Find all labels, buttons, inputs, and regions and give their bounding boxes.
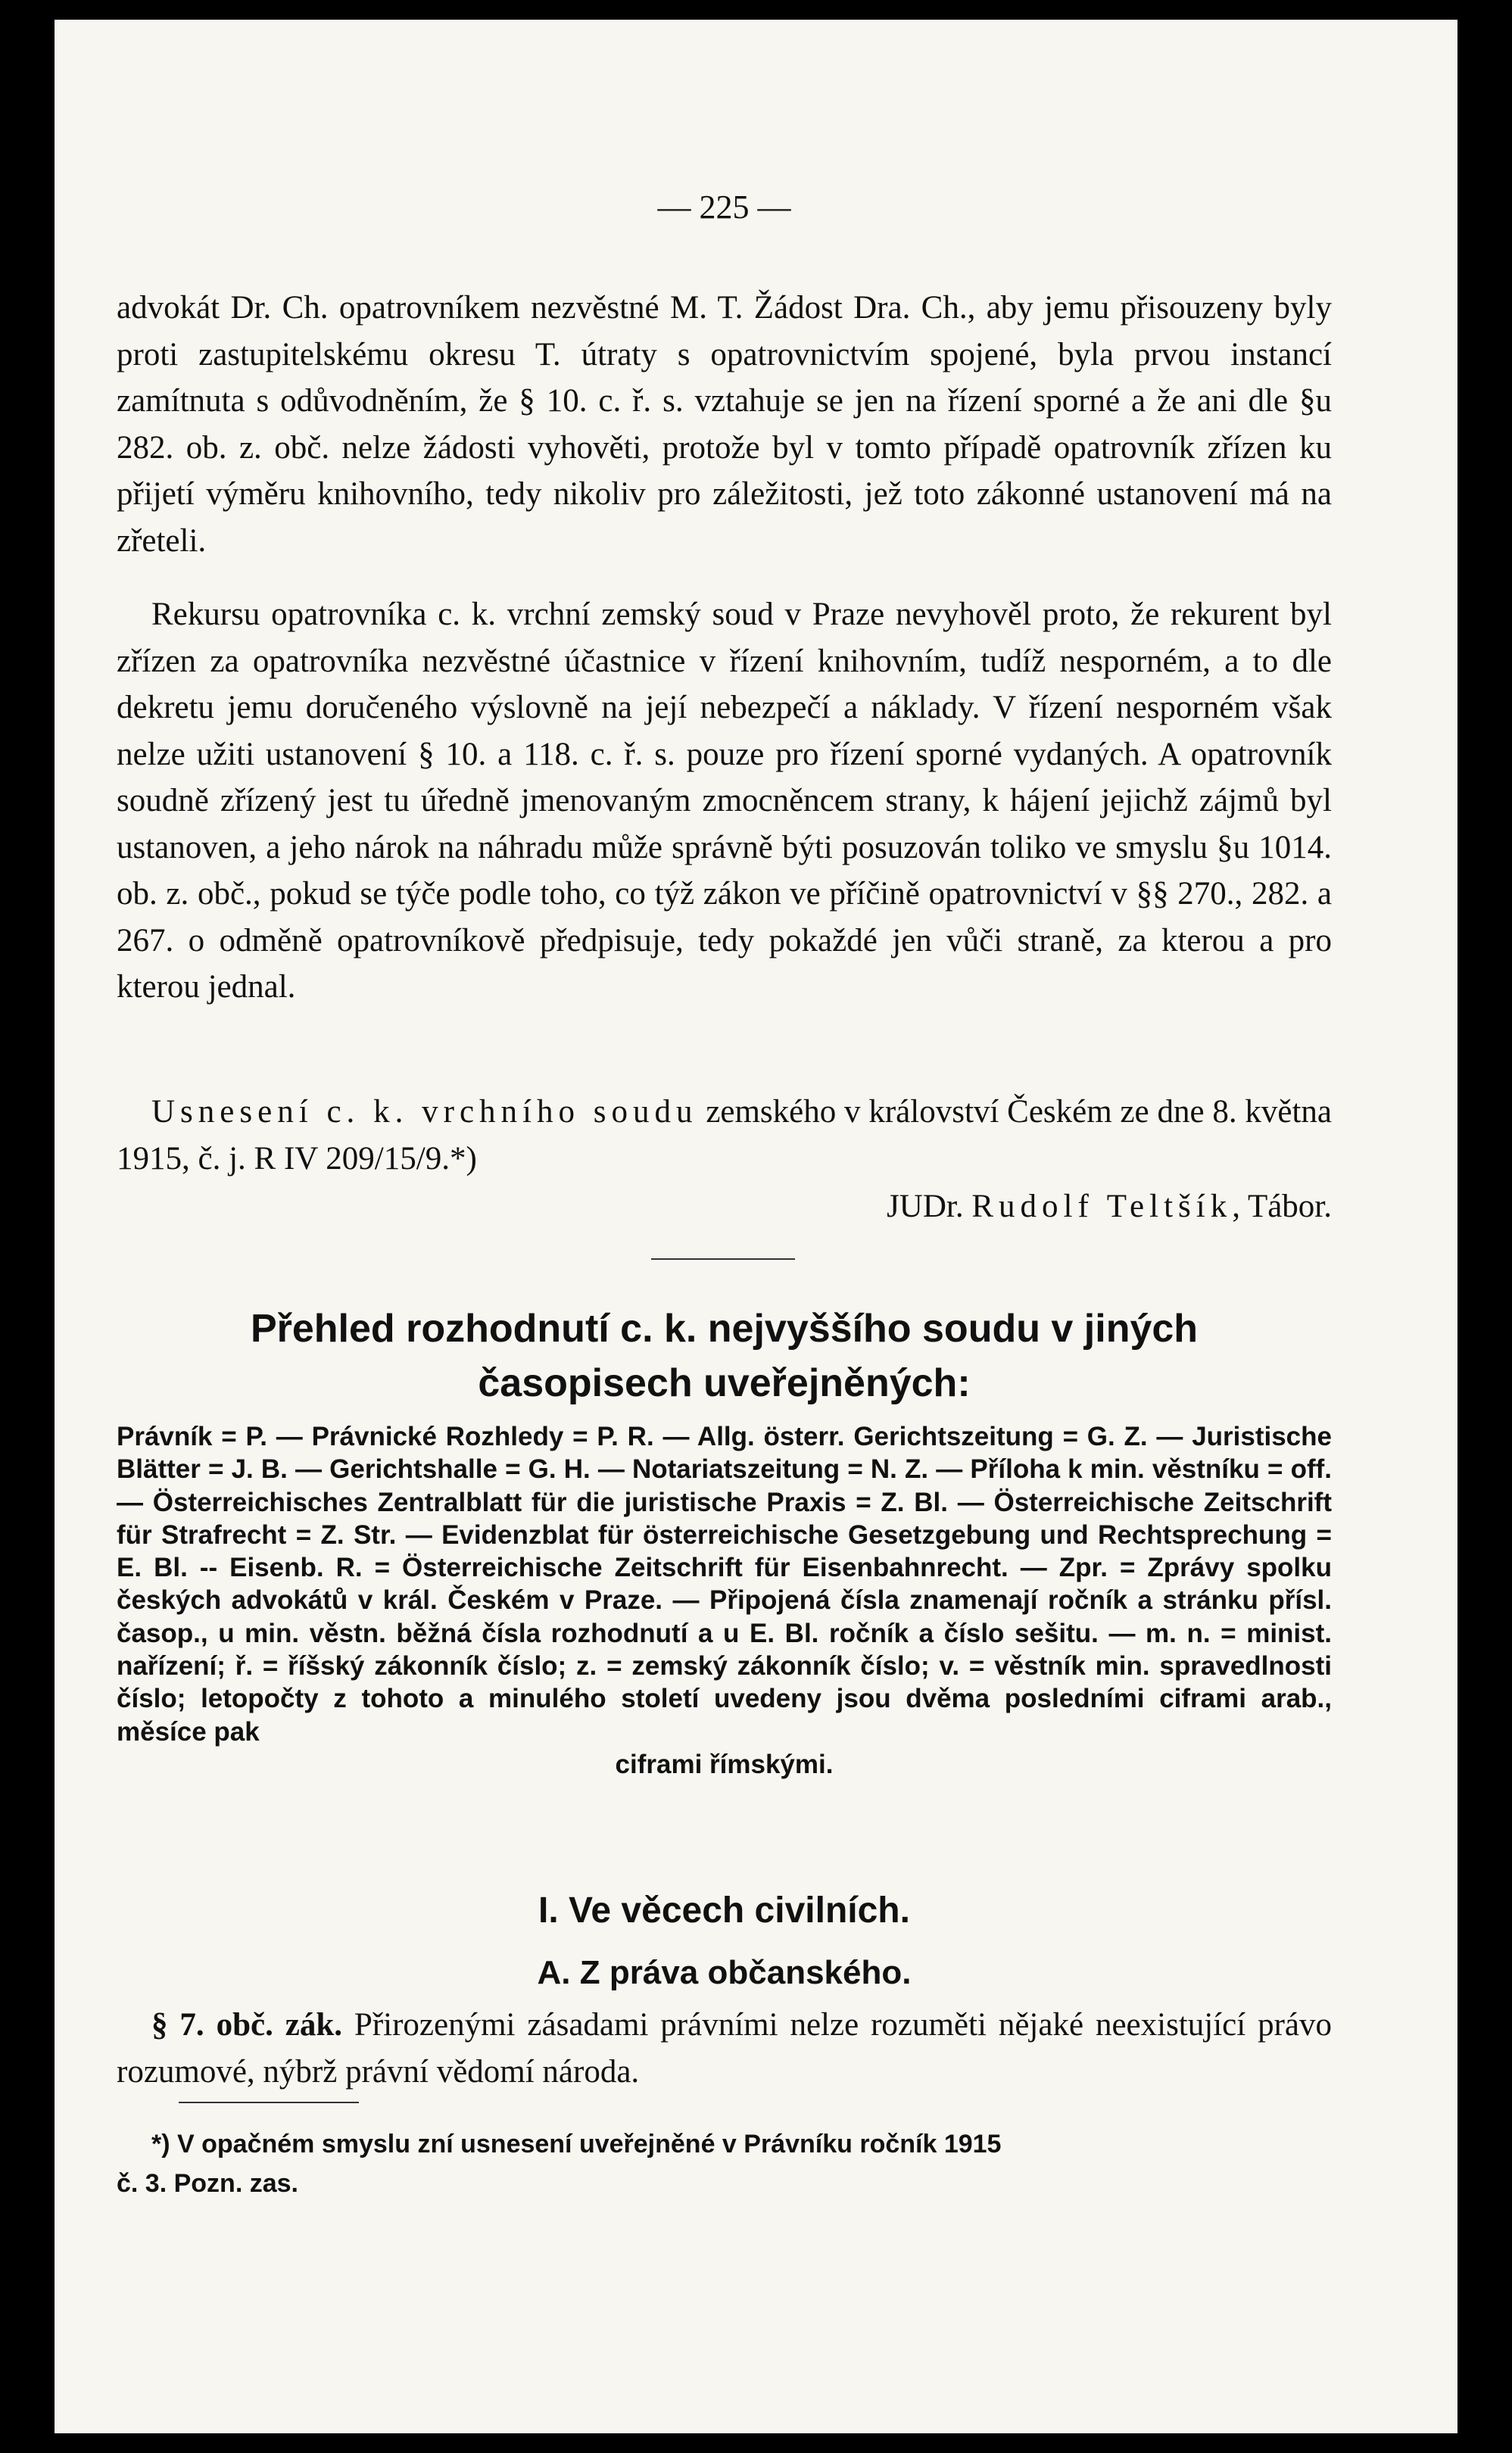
resolution-citation: [117, 1089, 1332, 1182]
page-number: — 225 —: [657, 189, 791, 226]
paragraph-rekurs: [117, 591, 1332, 1011]
paragraph-text: advokát Dr. Ch. opatrovníkem nezvěstné M. T. Žádost Dra. Ch., aby jemu přisouzeny byly proti zastupitelskému okresu T. útraty s opatrovnictvím spojené, byla prvou instancí zamítnuta s odůvodněním, že § 10. c. ř. s. vztahuje se jen na řízení sporné a že ani dle §u 282. ob. z. obč. nelze žádosti vyhověti, protože byl v tomto případě opatrovník zřízen ku přijetí výměru knihovního, tedy nikoliv pro záležitosti, jež toto zákonné ustanovení má na zřeteli.: [117, 290, 1332, 559]
subsection-heading: A. Z práva občanského.: [537, 1954, 912, 1991]
resolution-spaced-text: Usnesení c. k. vrchního soudu: [151, 1094, 698, 1130]
paragraph-case-intro: [117, 285, 1332, 564]
paragraph-text: Rekursu opatrovníka c. k. vrchní zemský soud v Praze nevyhověl proto, že rekurent byl zřízen za opatrovníka nezvěstné účastnice v řízení knihovním, tudíž nesporném, a to dle dekretu jemu doručeného výslovně na její nebezpečí a náklady. V řízení nesporném však nelze užiti ustanovení § 10. a 118. c. ř. s. pouze pro řízení sporné vydaných. A opatrovník soudně zřízený jest tu úředně jmenovaným zmocněncem strany, k hájení jejichž zájmů byl ustanoven, a jeho nárok na náhradu může správně býti posuzován toliko ve smyslu §u 1014. ob. z. obč., pokud se týče podle toho, co týž zákon ve příčině opatrovnictví v §§ 270., 282. a 267. o odměně opatrovníkově předpisuje, tedy pokaždé jen vůči straně, za kterou a pro kterou jednal.: [117, 597, 1332, 1005]
signature-name: Rudolf Teltšík: [971, 1189, 1233, 1224]
signature: JUDr. Rudolf Teltšík, Tábor.: [887, 1189, 1332, 1224]
overview-heading: Přehled rozhodnutí c. k. nejvyššího soudu v jiných časopisech uveřejněných:: [250, 1307, 1199, 1405]
book-page: [55, 20, 1457, 2433]
footnote-divider: [179, 2102, 359, 2103]
law-text: Přirozenými zásadami právními nelze rozuměti nějaké neexistující právo rozumové, nýbrž právní vědomí národa.: [117, 2007, 1333, 2090]
section-divider: [651, 1258, 795, 1260]
paragraph-law: [117, 2002, 1332, 2095]
footnote: *) V opačném smyslu zní usnesení uveřejněné v Právníku ročník 1915 č. 3. Pozn. zas.: [117, 2130, 1002, 2198]
abbreviations-list: Právník = P. — Právnické Rozhledy = P. R. — Allg. österr. Gerichtszeitung = G. Z. — Juristische Blätter = J. B. — Gerichtshalle = G. H. — Notariatszeitung = N. Z. — Příloha k min. věstníku = off. — Österreichisches Zentralblatt für die juristische Praxis = Z. Bl. — Österreichische Zeitschrift für Strafrecht = Z. Str. — Evidenzblat für österreichische Gesetzgebung und Rechtsprechung = E. Bl. -- Eisenb. R. = Österreichische Zeitschrift für Eisenbahnrecht. — Zpr. = Zprávy spolku českých advokátů v král. Českém v Praze. — Připojená čísla znamenají ročník a stránku přísl. časop., u min. věstn. běžná čísla rozhodnutí a u E. Bl. ročník a číslo sešitu. — m. n. = minist. nařízení; ř. = říšský zákonník číslo; z. = zemský zákonník číslo; v. = věstník min. spravedlnosti číslo; letopočty z tohoto a minulého století uvedeny jsou dvěma posledními ciframi arab., měsíce pak ciframi římskými.: [117, 1422, 1332, 1779]
law-label: § 7. obč. zák.: [151, 2007, 343, 2043]
section-heading: I. Ve věcech civilních.: [538, 1890, 910, 1931]
resolution-rest-text: zemského v království Českém ze dne 8. května 1915, č. j. R IV 209/15/9.*): [117, 1094, 1332, 1177]
